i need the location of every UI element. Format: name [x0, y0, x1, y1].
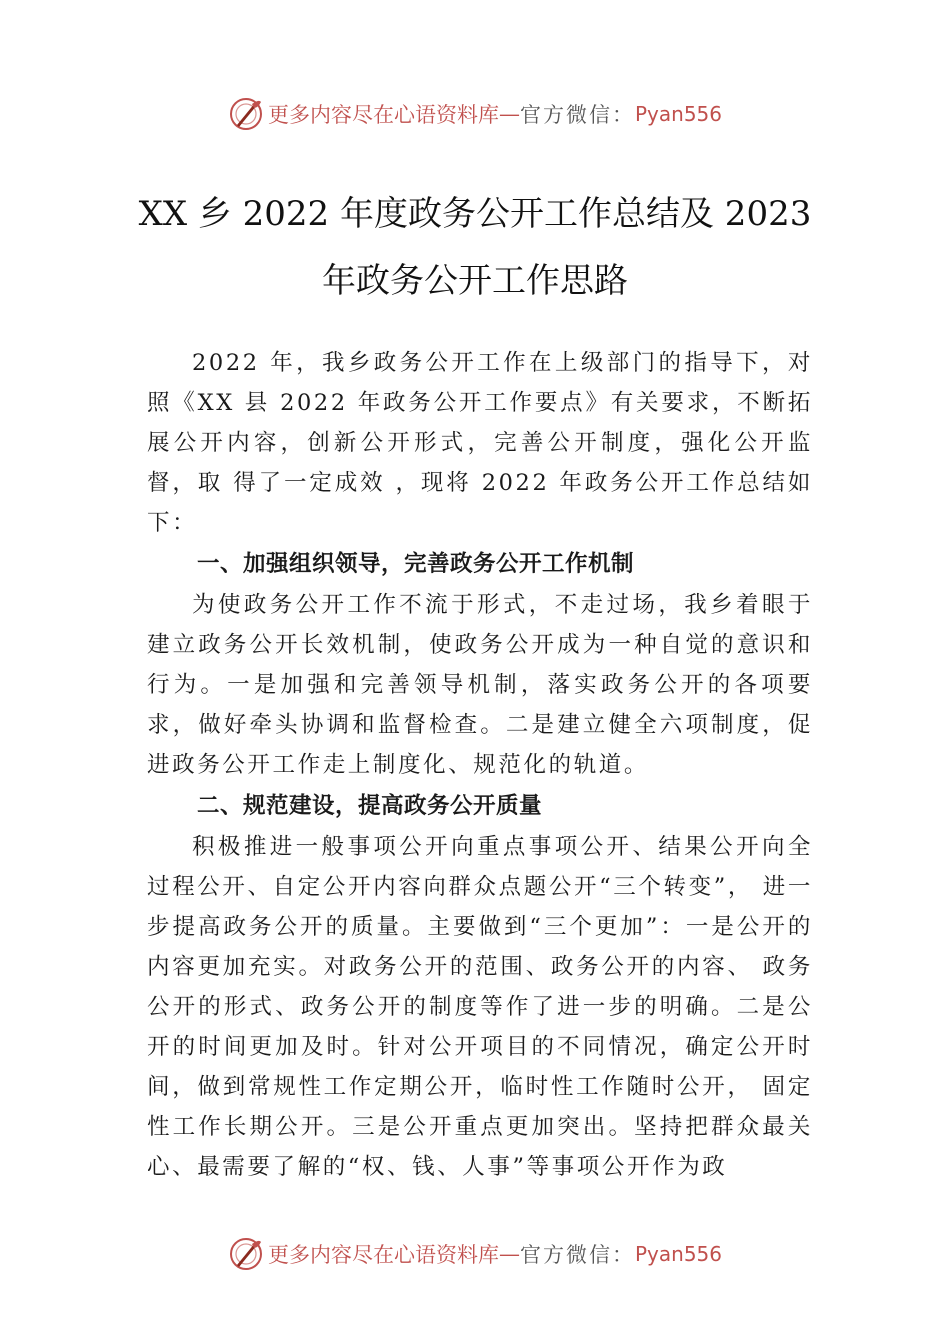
watermark-wechat-label: 官方微信： — [519, 103, 635, 127]
section-heading-2: 二、规范建设，提高政务公开质量 — [197, 793, 543, 819]
footer-watermark — [0, 1232, 950, 1276]
document-body — [147, 343, 813, 1187]
section-1-paragraph: 为使政务公开工作不流于形式，不走过场，我乡着眼于建立政务公开长效机制，使政务公开成为一种自觉的意识和行为。一是加强和完善领导机制，落实政务公开的各项要求，做好牵头协调和监督检查。二是建立健全六项制度，促进政务公开工作走上制度化、规范化的轨道。 — [147, 592, 813, 778]
intro-paragraph: 2022 年，我乡政务公开工作在上级部门的指导下，对照《XX 县 2022 年政务公开工作要点》有关要求，不断拓展公开内容，创新公开形式，完善公开制度，强化公开监督，取 得了一定成效 ，现将 2022 年政务公开工作总结如下： — [147, 350, 813, 536]
watermark-dash: — — [498, 1242, 520, 1266]
header-watermark — [0, 92, 950, 136]
document-title-line-1: XX 乡 2022 年度政务公开工作总结及 2023 — [138, 194, 812, 234]
watermark-wechat-label: 官方微信： — [519, 1243, 635, 1267]
section-2-paragraph: 积极推进一般事项公开向重点事项公开、结果公开向全过程公开、自定公开内容向群众点题公开“三个转变”， 进一步提高政务公开的质量。主要做到“三个更加”：一是公开的内容更加充实。对政务公开的范围、政务公开的内容、 政务公开的形式、政务公开的制度等作了进一步的明确。二是公开的时间更加及时。针对公开项目的不同情况，确定公开时间，做到常规性工作定期公开，临时性工作随时公开， 固定性工作长期公开。三是公开重点更加突出。坚持把群众最关心、最需要了解的“权、钱、人事”等事项公开作为政 — [147, 834, 813, 1180]
watermark-wechat-id: Pyan556 — [634, 1242, 722, 1266]
watermark-wechat-id: Pyan556 — [634, 102, 722, 126]
watermark-slogan: 更多内容尽在心语资料库 — [267, 1243, 499, 1267]
quill-logo-icon — [228, 96, 264, 132]
quill-logo-icon — [228, 1236, 264, 1272]
document-title-line-2: 年政务公开工作思路 — [322, 261, 628, 301]
section-heading-1: 一、加强组织领导，完善政务公开工作机制 — [197, 551, 635, 577]
watermark-dash: — — [498, 102, 520, 126]
watermark-slogan: 更多内容尽在心语资料库 — [267, 103, 499, 127]
